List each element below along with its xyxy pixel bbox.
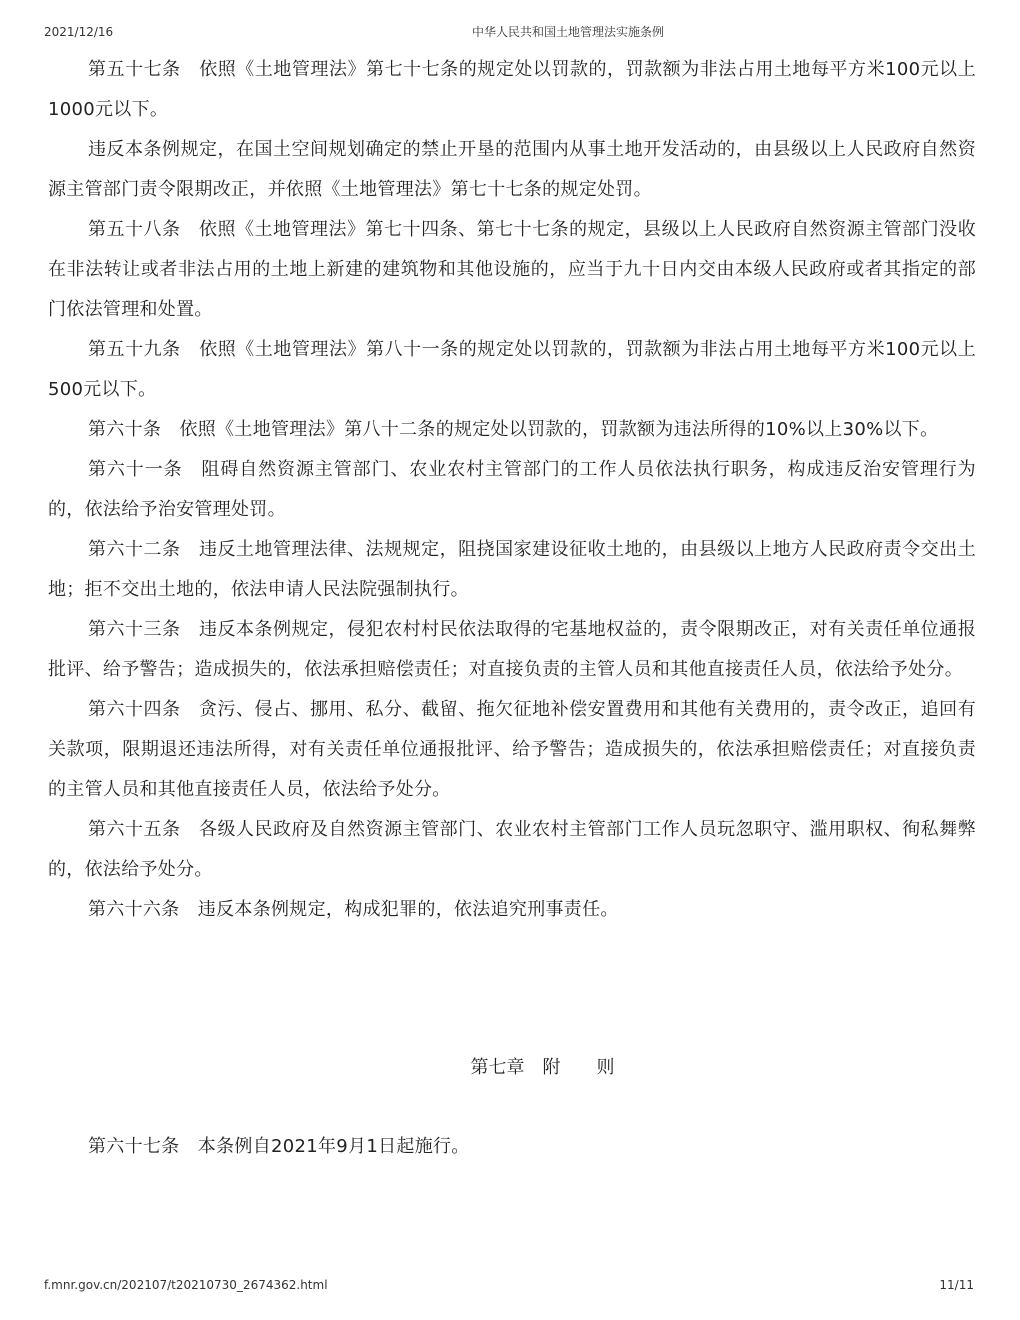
final-article: [48, 1127, 976, 1167]
article-67: 第六十七条 本条例自2021年9月1日起施行。: [88, 1136, 470, 1157]
article-63: 第六十三条 违反本条例规定，侵犯农村村民依法取得的宅基地权益的，责令限期改正，对有关责任单位通报批评、给予警告；造成损失的，依法承担赔偿责任；对直接负责的主管人员和其他直接责任人员，依法给予处分。: [48, 619, 976, 680]
article-62: 第六十二条 违反土地管理法律、法规规定，阻挠国家建设征收土地的，由县级以上地方人民政府责令交出土地；拒不交出土地的，依法申请人民法院强制执行。: [48, 539, 976, 600]
article-64: 第六十四条 贪污、侵占、挪用、私分、截留、拖欠征地补偿安置费用和其他有关费用的，责令改正，追回有关款项，限期退还违法所得，对有关责任单位通报批评、给予警告；造成损失的，依法承担赔偿责任；对直接负责的主管人员和其他直接责任人员，依法给予处分。: [48, 699, 976, 800]
document-body: [48, 50, 976, 930]
footer-page-number: 11/11: [939, 1278, 974, 1292]
article-58: 第五十八条 依照《土地管理法》第七十四条、第七十七条的规定，县级以上人民政府自然资源主管部门没收在非法转让或者非法占用的土地上新建的建筑物和其他设施的，应当于九十日内交由本级人民政府或者其指定的部门依法管理和处置。: [48, 219, 976, 320]
header-title: 中华人民共和国土地管理法实施条例: [471, 25, 664, 39]
article-60: 第六十条 依照《土地管理法》第八十二条的规定处以罚款的，罚款额为违法所得的10%以上30%以下。: [88, 419, 939, 440]
article-59: 第五十九条 依照《土地管理法》第八十一条的规定处以罚款的，罚款额为非法占用土地每平方米100元以上500元以下。: [48, 339, 976, 400]
article-61: 第六十一条 阻碍自然资源主管部门、农业农村主管部门的工作人员依法执行职务，构成违反治安管理行为的，依法给予治安管理处罚。: [48, 459, 976, 520]
chapter-heading: 第七章 附 则: [470, 1057, 615, 1078]
article-57-clause-2: 违反本条例规定，在国土空间规划确定的禁止开垦的范围内从事土地开发活动的，由县级以上人民政府自然资源主管部门责令限期改正，并依照《土地管理法》第七十七条的规定处罚。: [48, 139, 976, 200]
article-57: 第五十七条 依照《土地管理法》第七十七条的规定处以罚款的，罚款额为非法占用土地每平方米100元以上1000元以下。: [48, 59, 976, 120]
header-date: 2021/12/16: [44, 25, 114, 39]
footer-url[interactable]: f.mnr.gov.cn/202107/t20210730_2674362.html: [44, 1278, 328, 1292]
article-66: 第六十六条 违反本条例规定，构成犯罪的，依法追究刑事责任。: [88, 899, 619, 920]
article-65: 第六十五条 各级人民政府及自然资源主管部门、农业农村主管部门工作人员玩忽职守、滥用职权、徇私舞弊的，依法给予处分。: [48, 819, 976, 880]
